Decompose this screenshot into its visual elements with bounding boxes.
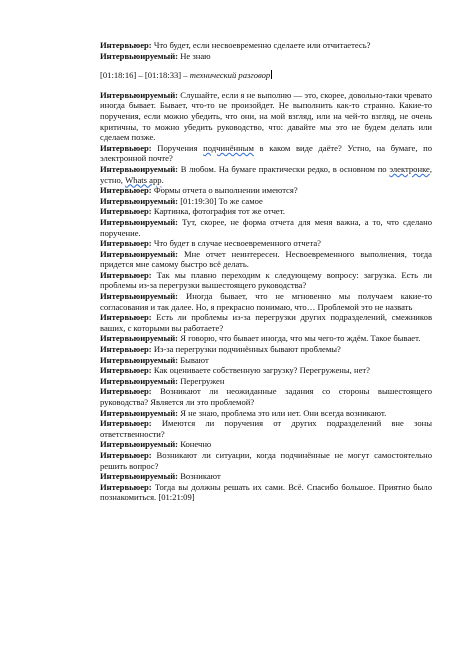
transcript-line xyxy=(100,376,432,387)
transcript-line xyxy=(100,418,432,439)
speaker-label: Интервьюер: xyxy=(100,269,152,280)
speaker-label: Интервьюер: xyxy=(100,418,152,429)
transcript-line xyxy=(100,217,432,238)
speaker-label: Интервьюер: xyxy=(100,481,152,492)
utterance-text: Возникают xyxy=(178,471,221,482)
transcript-line xyxy=(100,471,432,482)
utterance-text: Не знаю xyxy=(178,50,211,61)
transcript-line xyxy=(100,312,432,333)
speaker-label: Интервьюируемый: xyxy=(100,163,179,174)
utterance-text: Возникают ли ситуации, когда подчинённые не могут самостоятельно решить вопрос? xyxy=(100,449,432,471)
transcript-line xyxy=(100,355,432,366)
speaker-label: Интервьюируемый: xyxy=(100,439,179,450)
transcript-line xyxy=(100,386,432,407)
speaker-label: Интервьюируемый: xyxy=(100,216,179,227)
speaker-label: Интервьюер: xyxy=(100,386,152,397)
speaker-label: Интервьюер: xyxy=(100,449,152,460)
transcript-line xyxy=(100,344,432,355)
speaker-label: Интервьюируемый: xyxy=(100,354,179,365)
transcript-line xyxy=(100,90,432,143)
utterance-text: Я говорю, что бывает иногда, что мы чего-то ждём. Такое бывает. xyxy=(178,333,421,344)
speaker-label: Интервьюер: xyxy=(100,365,152,376)
transcript-line xyxy=(100,249,432,270)
utterance-text: Слушайте, если я не выполню — это, скорее, довольно-таки чревато иногда бывает. Бывает, что-то не произойдет. Не выполнить как-то странно. Какие-то поручения, если можно убедить, что они, на мой взгляд, или на чей-то взгляд, не очень критичны, то можно убедить руководство, что: давайте мы это не будем делать или сделаем позже. xyxy=(100,89,432,143)
transcript-line xyxy=(100,185,432,196)
utterance-text: Возникают ли неожиданные задания со стороны вышестоящего руководства? Является ли это проблемой? xyxy=(100,386,432,407)
transcript-line xyxy=(100,196,432,207)
transcript-line xyxy=(100,270,432,291)
speaker-label: Интервьюируемый: xyxy=(100,333,179,344)
speaker-label: Интервьюируемый: xyxy=(100,248,179,259)
transcript-line xyxy=(100,291,432,312)
text-cursor xyxy=(271,70,272,79)
speaker-label: Интервьюируемый: xyxy=(100,195,179,206)
utterance-text: Что будет, если несвоевременно сделаете или отчитаетесь? xyxy=(151,40,371,50)
speaker-label: Интервьюер: xyxy=(100,206,152,217)
utterance-text: Имеются ли поручения от других подразделений вне зоны ответственности? xyxy=(100,418,432,439)
speaker-label: Интервьюер: xyxy=(100,344,152,355)
transcript-line xyxy=(100,238,432,249)
speaker-label: Интервьюер: xyxy=(100,238,152,249)
speaker-label: Интервьюируемый: xyxy=(100,407,179,418)
speaker-label: Интервьюер: xyxy=(100,142,152,153)
transcript-line xyxy=(100,40,432,51)
speaker-label: Интервьюируемый: xyxy=(100,50,179,61)
utterance-text: Что будет в случае несвоевременного отчета? xyxy=(151,238,321,249)
utterance-text: Формы отчета о выполнении имеются? xyxy=(151,185,298,196)
speaker-label: Интервьюер: xyxy=(100,185,152,196)
utterance-text: Конечно xyxy=(178,439,212,450)
timestamp-range: [01:18:16] – [01:18:33] – xyxy=(100,70,190,81)
speaker-label: Интервьюер: xyxy=(100,40,152,50)
transcript-line xyxy=(100,482,432,503)
utterance-text: Так мы плавно переходим к следующему вопросу: загрузка. Есть ли проблемы из-за перегрузки вышестоящего руководства? xyxy=(100,269,432,291)
utterance-text: Есть ли проблемы из-за перегрузки других подразделений, смежников ваших, с которыми вы работаете? xyxy=(100,312,432,333)
topic-label: технический разговор xyxy=(189,70,271,81)
speaker-label: Интервьюируемый: xyxy=(100,471,179,482)
transcript-line xyxy=(100,206,432,217)
transcript-line xyxy=(100,51,432,62)
speaker-label: Интервьюер: xyxy=(100,312,152,323)
timestamp-line xyxy=(100,70,432,81)
speaker-label: Интервьюируемый: xyxy=(100,89,179,100)
speaker-label: Интервьюируемый: xyxy=(100,375,179,386)
utterance-text: Я не знаю, проблема это или нет. Они всегда возникают. xyxy=(178,407,387,418)
transcript-line xyxy=(100,333,432,344)
utterance-text: Бывают xyxy=(178,354,209,365)
utterance-text: Как оцениваете собственную загрузку? Перегружены, нет? xyxy=(151,365,370,376)
utterance-text: Тут, скорее, не форма отчета для меня важна, а то, что сделано поручение. xyxy=(100,216,432,238)
transcript-body xyxy=(100,40,432,503)
utterance-text: [01:19:30] То же самое xyxy=(178,195,263,206)
transcript-line xyxy=(100,408,432,419)
speaker-label: Интервьюируемый: xyxy=(100,291,179,302)
utterance-text: Картинка, фотография тот же отчет. xyxy=(151,206,285,217)
utterance-text: Тогда вы должны решать их сами. Всё. Спасибо большое. Приятно было познакомиться. [01:21:09] xyxy=(100,481,432,503)
spellcheck-word: Whats app xyxy=(125,174,162,185)
spellcheck-word: подчинённым xyxy=(203,142,254,153)
utterance-text: Мне отчет неинтересен. Несвоевременного выполнения, тогда придется мне самому быстро всё делать. xyxy=(100,248,432,270)
transcript-line xyxy=(100,439,432,450)
utterance-text: Из-за перегрузки подчинённых бывают проблемы? xyxy=(151,344,341,355)
utterance-text: Иногда бывает, что не мгновенно мы получаем какие-то согласования и так далее. Но, я прекрасно понимаю, что… Проблемой это не назвать xyxy=(100,291,432,312)
transcript-line xyxy=(100,365,432,376)
transcript-line xyxy=(100,450,432,471)
transcript-line: Интервьюер: Поручения подчинённым в каком виде даёте? Устно, на бумаге, по электронной почте? xyxy=(100,142,432,164)
transcript-line: Интервьюируемый: В любом. На бумаге практически редко, в основном по электронке, устно, Whats app. xyxy=(100,163,432,185)
utterance-text: Перегружен xyxy=(178,375,225,386)
spellcheck-word: электронке xyxy=(389,163,430,174)
